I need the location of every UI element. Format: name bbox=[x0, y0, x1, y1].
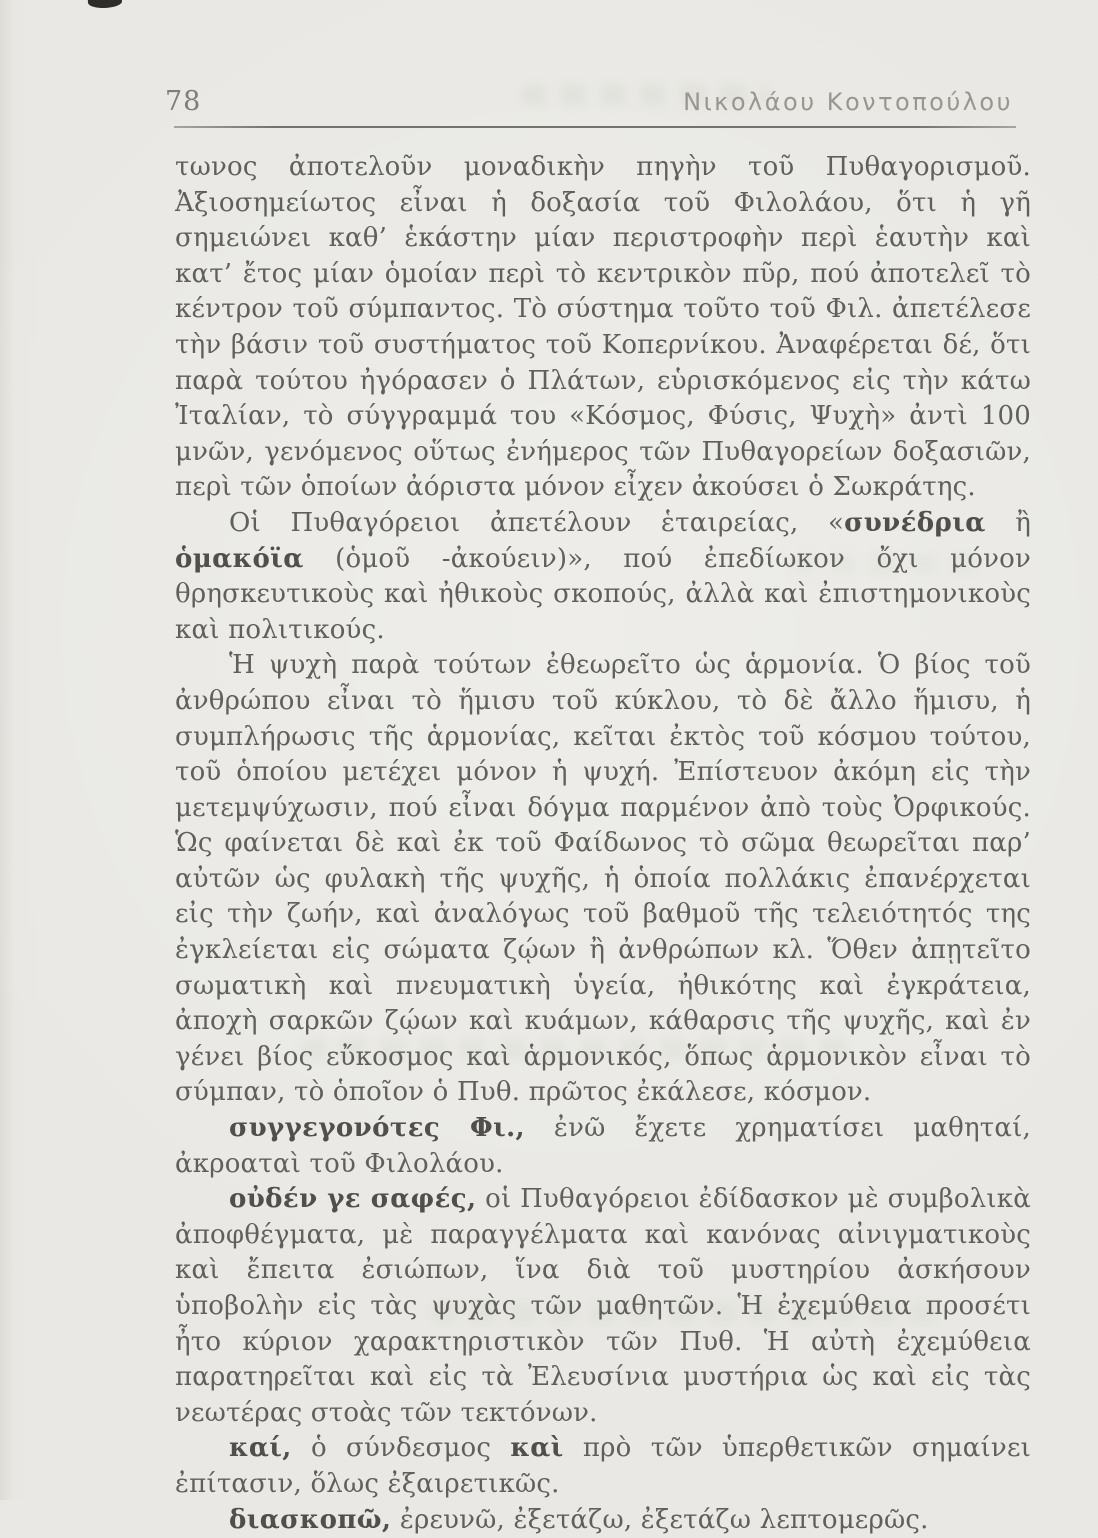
text-segment: οἱ Πυθαγόρειοι ἐδίδασκον μὲ συμβολικὰ ἀποφθέγματα, μὲ παραγγέλματα καὶ κανόνας αἰνιγματικοὺς καὶ ἔπειτα ἐσιώπων, ἵνα διὰ τοῦ μυστηρίου ἀσκήσουν ὑποβολὴν εἰς τὰς ψυχὰς τῶν μαθητῶν. Ἡ ἐχεμύθεια προσέτι ἦτο κύριον χαρακτηριστικὸν τῶν Πυθ. Ἡ αὐτὴ ἐχεμύθεια παρατηρεῖται καὶ εἰς τὰ Ἐλευσίνια μυστήρια ὡς καὶ εἰς τὰς νεωτέρας στοὰς τῶν τεκτόνων. bbox=[175, 1184, 1031, 1428]
text-segment: Οἱ Πυθαγόρειοι ἀπετέλουν ἑταιρείας, « bbox=[229, 507, 845, 538]
lexicon-headword-diaskopo: διασκοπῶ, bbox=[229, 1504, 392, 1535]
paragraph-1 bbox=[175, 150, 1031, 506]
text-segment: (ὁμοῦ -ἀκούειν)», πού ἐπεδίωκον ὄχι μόνον θρησκευτικοὺς καὶ ἠθικοὺς σκοπούς, ἀλλὰ καὶ ἐπιστημονικοὺς καὶ πολιτικούς. bbox=[175, 543, 1031, 645]
paragraph-2 bbox=[175, 506, 1031, 648]
paragraph-3 bbox=[175, 648, 1031, 1111]
text-segment: ἐρευνῶ, ἐξετάζω, ἐξετάζω λεπτομερῶς. bbox=[391, 1504, 929, 1535]
paragraph-5-lexicon-entry bbox=[175, 1182, 1031, 1431]
paragraph-4-lexicon-entry bbox=[175, 1111, 1031, 1182]
bold-term-kai: καὶ bbox=[510, 1433, 564, 1464]
lexicon-headword-syggegonotes: συγγεγονότες Φι., bbox=[229, 1113, 525, 1144]
text-segment: τωνος ἀποτελοῦν μοναδικὴν πηγὴν τοῦ Πυθαγορισμοῦ. Ἀξιοσημείωτος εἶναι ἡ δοξασία τοῦ Φιλολάου, ὅτι ἡ γῆ σημειώνει καθ’ ἑκάστην μίαν περιστροφὴν περὶ ἑαυτὴν καὶ κατ’ ἔτος μίαν ὁμοίαν περὶ τὸ κεντρικὸν πῦρ, πού ἀποτελεῖ τὸ κέντρον τοῦ σύμπαντος. Τὸ σύστημα τοῦτο τοῦ Φιλ. ἀπετέλεσε τὴν βάσιν τοῦ συστήματος τοῦ Κοπερνίκου. Ἀναφέρεται δέ, ὅτι παρὰ τούτου ἠγόρασεν ὁ Πλάτων, εὑρισκόμενος εἰς τὴν κάτω Ἰταλίαν, τὸ σύγγραμμά του «Κόσμος, Φύσις, Ψυχὴ» ἀντὶ 100 μνῶν, γενόμενος οὕτως ἐνήμερος τῶν Πυθαγορείων δοξασιῶν, περὶ τῶν ὁποίων ἀόριστα μόνον εἶχεν ἀκούσει ὁ Σωκράτης. bbox=[175, 152, 1031, 503]
page-header bbox=[165, 86, 1013, 117]
page-number: 78 bbox=[165, 86, 202, 117]
text-segment: ἐνῶ ἔχετε χρηματίσει μαθηταί, ἀκροαταὶ τοῦ Φιλολάου. bbox=[175, 1113, 1031, 1179]
paragraph-7-lexicon-entry bbox=[175, 1503, 1031, 1538]
text-segment: ἢ bbox=[985, 507, 1031, 538]
paragraph-6-lexicon-entry bbox=[175, 1431, 1031, 1502]
lexicon-headword-kai: καί, bbox=[229, 1433, 292, 1464]
scan-smudge bbox=[88, 0, 123, 9]
bold-term-omakoia: ὁμακόϊα bbox=[175, 543, 304, 574]
text-segment: πρὸ τῶν ὑπερθετικῶν σημαίνει ἐπίτασιν, ὅλως ἐξαιρετικῶς. bbox=[175, 1433, 1032, 1499]
lexicon-headword-ouden-ge-safes: οὐδέν γε σαφές, bbox=[229, 1184, 477, 1215]
header-rule bbox=[174, 126, 1016, 128]
text-segment: ὁ σύνδεσμος bbox=[291, 1433, 511, 1464]
running-title: Νικολάου Κοντοπούλου bbox=[683, 88, 1013, 116]
page-body bbox=[175, 150, 1031, 1538]
text-segment: Ἡ ψυχὴ παρὰ τούτων ἐθεωρεῖτο ὡς ἁρμονία. Ὁ βίος τοῦ ἀνθρώπου εἶναι τὸ ἥμισυ τοῦ κύκλου, τὸ δὲ ἄλλο ἥμισυ, ἡ συμπλήρωσις τῆς ἁρμονίας, κεῖται ἐκτὸς τοῦ κόσμου τούτου, τοῦ ὁποίου μετέχει μόνον ἡ ψυχή. Ἐπίστευον ἀκόμη εἰς τὴν μετεμψύχωσιν, πού εἶναι δόγμα παρμένον ἀπὸ τοὺς Ὀρφικούς. Ὡς φαίνεται δὲ καὶ ἐκ τοῦ Φαίδωνος τὸ σῶμα θεωρεῖται παρ’ αὐτῶν ὡς φυλακὴ τῆς ψυχῆς, ἡ ὁποία πολλάκις ἐπανέρχεται εἰς τὴν ζωήν, καὶ ἀναλόγως τοῦ βαθμοῦ τῆς τελειότητός της ἐγκλείεται εἰς σώματα ζῴων ἢ ἀνθρώπων κλ. Ὅθεν ἀπῃτεῖτο σωματικὴ καὶ πνευματικὴ ὑγεία, ἠθικότης καὶ ἐγκράτεια, ἀποχὴ σαρκῶν ζῴων καὶ κυάμων, κάθαρσις τῆς ψυχῆς, καὶ ἐν γένει βίος εὔκοσμος καὶ ἁρμονικός, ὅπως ἁρμονικὸν εἶναι τὸ σύμπαν, τὸ ὁποῖον ὁ Πυθ. πρῶτος ἐκάλεσε, κόσμον. bbox=[175, 650, 1031, 1108]
bold-term-synedria: συνέδρια bbox=[844, 507, 986, 538]
